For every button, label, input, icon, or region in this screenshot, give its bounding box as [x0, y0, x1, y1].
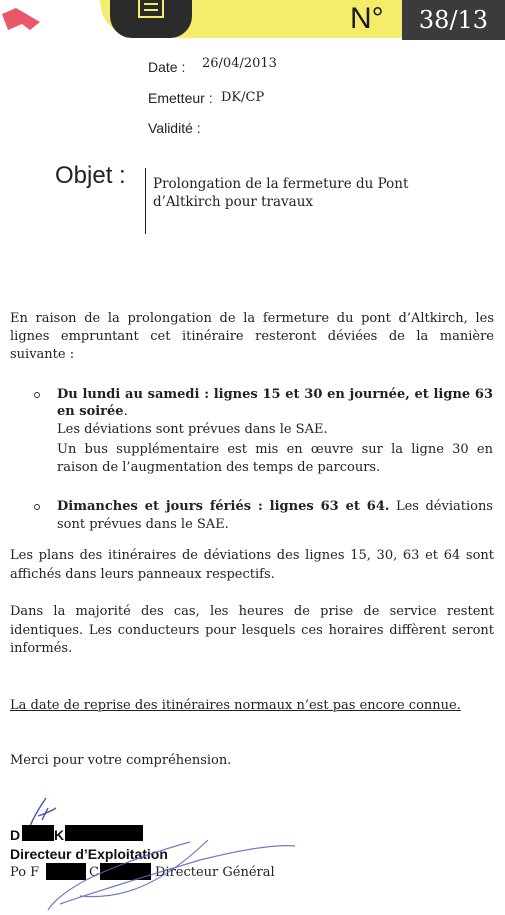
- objet-divider: [145, 168, 146, 234]
- objet-label: Objet :: [55, 162, 126, 189]
- bullet1-title-line-1: Du lundi au samedi : lignes 15 et 30 en journée, et ligne 63: [57, 387, 493, 402]
- number-prefix: N°: [350, 2, 384, 35]
- emetteur-label: Emetteur :: [148, 90, 213, 106]
- corner-arrow-mark: [0, 4, 44, 34]
- signatory-initial: D: [10, 827, 21, 843]
- majorite-line-2: identiques. Les conducteurs pour lesquels ces horaires diffèrent seront: [10, 623, 494, 638]
- objet-line-1: Prolongation de la fermeture du Pont: [153, 176, 409, 192]
- po-suffix: Directeur Général: [155, 865, 275, 880]
- menu-icon: [138, 0, 164, 18]
- po-prefix: Po F: [10, 865, 40, 880]
- bullet2-line-1: Dimanches et jours fériés : lignes 63 et 64. Les déviations: [57, 499, 493, 514]
- merci-line: Merci pour votre compréhension.: [10, 753, 232, 768]
- signatory-k: K: [54, 827, 65, 843]
- date-value: 26/04/2013: [202, 56, 277, 71]
- emetteur-value: DK/CP: [221, 90, 265, 105]
- plans-line-1: Les plans des itinéraires de déviations des lignes 15, 30, 63 et 64 sont: [10, 548, 494, 563]
- handwritten-signature: [40, 830, 300, 914]
- majorite-line-1: Dans la majorité des cas, les heures de prise de service restent: [10, 604, 494, 619]
- intro-line-1: En raison de la prolongation de la fermeture du pont d’Altkirch, les: [10, 311, 494, 326]
- bullet2-line-2: sont prévues dans le SAE.: [57, 517, 229, 532]
- intro-line-2: lignes empruntant cet itinéraire resteront déviées de la manière: [10, 329, 494, 344]
- bullet1-line-5: raison de l’augmentation des temps de parcours.: [57, 460, 381, 475]
- header-band: [100, 0, 505, 40]
- bullet1-title-line-2: en soirée.: [57, 404, 128, 419]
- bullet1-line-3: Les déviations sont prévues dans le SAE.: [57, 422, 328, 437]
- date-label: Date :: [148, 59, 186, 75]
- majorite-line-3: informés.: [10, 641, 73, 656]
- reprise-notice: La date de reprise des itinéraires normaux n’est pas encore connue.: [10, 698, 461, 713]
- header-badge: [110, 0, 192, 38]
- validite-label: Validité :: [148, 120, 201, 136]
- bullet1-line-4: Un bus supplémentaire est mis en œuvre sur la ligne 30 en: [57, 442, 493, 457]
- po-c: C: [89, 865, 99, 880]
- bullet-icon: [34, 504, 40, 510]
- plans-line-2: affichés dans leurs panneaux respectifs.: [10, 567, 275, 582]
- objet-line-2: d’Altkirch pour travaux: [153, 194, 314, 210]
- memo-number: 38/13: [402, 0, 505, 40]
- intro-line-3: suivante :: [10, 347, 75, 362]
- signatory-title: Directeur d’Exploitation: [10, 846, 168, 862]
- bullet-icon: [34, 392, 40, 398]
